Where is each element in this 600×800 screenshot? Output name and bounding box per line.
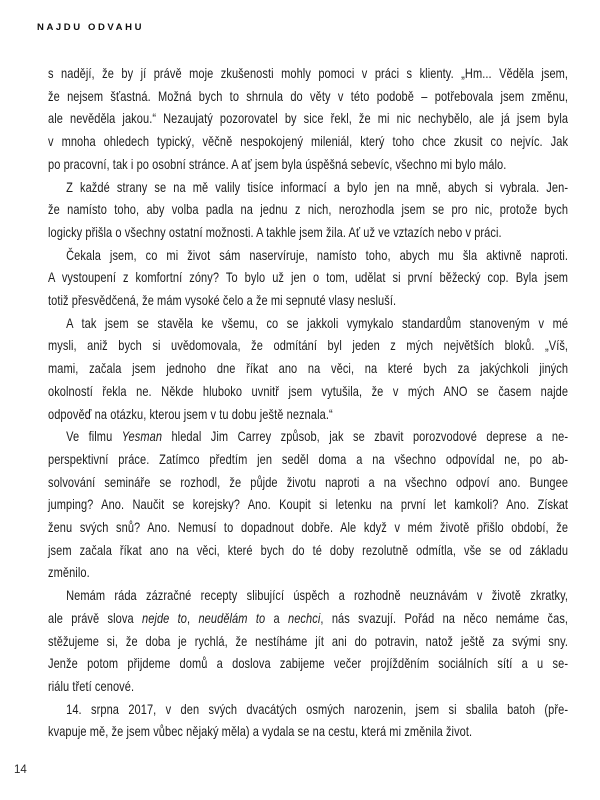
paragraph — [48, 584, 568, 698]
text-line: A tak jsem se stavěla ke všemu, co se jakkoli vymykalo standardům stanoveným v mé — [66, 314, 569, 331]
text-line: Ve filmu Yesman hledal Jim Carrey způsob, jak se zbavit porozvodové deprese a ne- — [66, 428, 569, 445]
paragraph — [48, 176, 568, 244]
text-line: že nejsem šťastná. Možná bych to shrnula do věty v této podobě – potřebovala jsem změnu, — [48, 87, 569, 104]
text-line: Nemám ráda zázračné recepty slibující úspěch a rozhodně neuznávám v životě zkratky, — [66, 587, 569, 604]
text-line: ženu svých snů? Ano. Nemusí to dopadnout dobře. Ale když v mém životě přišlo období, že — [48, 519, 569, 536]
text-line: logicky přišla o všechny ostatní možnosti. A takhle jsem žila. Ať už ve vztazích nebo v práci. — [48, 223, 502, 240]
text-line: jsem začala říkat ano na věci, které bych do té doby rezolutně odmítla, vše se od základu — [48, 541, 569, 558]
text-line: mysli, aniž bych si uvědomovala, že odmítání byl jeden z mých největších bloků. „Víš, — [48, 337, 569, 354]
text-line: mami, začala jsem jednoho dne říkat ano na věci, na které bych za jakýchkoli jiných — [48, 360, 569, 377]
text-line: odpověď na otázku, kterou jsem v tu dobu ještě neznala.“ — [48, 405, 333, 422]
text-line: že namísto toho, aby volba padla na jednu z nich, nerozhodla jsem se pro nic, protože bych — [48, 201, 569, 218]
text-line: okolností řekla ne. Někde hluboko uvnitř jsem vytušila, že v mých ANO se časem najde — [48, 382, 569, 399]
page-number: 14 — [14, 764, 27, 776]
text-line: po pracovní, tak i po osobní stránce. A ať jsem byla úspěšná sebevíc, všechno mi bylo málo. — [48, 155, 507, 172]
text-line: riálu třetí cenové. — [48, 677, 135, 694]
paragraph — [48, 698, 568, 743]
text-line: totiž přesvědčená, že mám vysoké čelo a že mi sepnuté vlasy nesluší. — [48, 292, 397, 309]
text-line: Čekala jsem, co mi život sám naservíruje, namísto toho, abych mu šla aktivně naproti. — [66, 246, 569, 263]
text-line: solvování semináře se rozhodl, že půjde životu naproti a na všechno odpoví ano. Bungee — [48, 473, 569, 490]
text-line: jumping? Ano. Naučit se korejsky? Ano. Koupit si letenku na první let kamkoli? Ano. Získat — [48, 496, 569, 513]
running-header: NAJDU ODVAHU — [37, 22, 145, 33]
text-line: kvapuje mě, že jsem vůbec nějaký měla) a vydala se na cestu, která mi změnila život. — [48, 723, 473, 740]
text-block — [48, 62, 568, 743]
text-line: změnilo. — [48, 564, 90, 581]
text-line: ale právě slova nejde to, neudělám to a nechci, nás svazují. Pořád na něco nemáme čas, — [48, 609, 569, 626]
text-block-outer — [48, 62, 568, 743]
text-line: stěžujeme si, že doba je rychlá, že nestíháme jít ani do potravin, natož ještě za svými sny. — [48, 632, 569, 649]
text-line: Z každé strany se na mě valily tisíce informací a bylo jen na mně, abych si vybrala. Jen- — [66, 178, 569, 195]
text-line: 14. srpna 2017, v den svých dvacátých osmých narozenin, jsem si sbalila batoh (pře- — [66, 700, 569, 717]
text-line: s nadějí, že by jí právě moje zkušenosti mohly pomoci v práci s klienty. „Hm... Věděla jsem, — [48, 65, 569, 81]
text-line: A vystoupení z komfortní zóny? To bylo už jen o tom, udělat si první běžecký cop. Byla jsem — [48, 269, 569, 286]
paragraph — [48, 244, 568, 312]
text-line: Jenže potom přijdeme domů a doslova zabijeme večer projížděním sociálních sítí a u se- — [48, 655, 569, 672]
paragraph — [48, 425, 568, 584]
paragraph — [48, 312, 568, 426]
text-line: ale nevěděla jakou.“ Nezaujatý pozorovatel by sice řekl, že mi nic nechybělo, ale já jsem byla — [48, 110, 569, 127]
text-line: perspektivní práce. Zatímco předtím jen seděl doma a na všechno odpovídal ne, po ab- — [48, 450, 569, 467]
text-line: v mnoha ohledech typický, věčně nespokojený mileniál, který toho chce zkusit co nejvíc. Jak — [48, 133, 569, 150]
paragraph — [48, 62, 568, 176]
